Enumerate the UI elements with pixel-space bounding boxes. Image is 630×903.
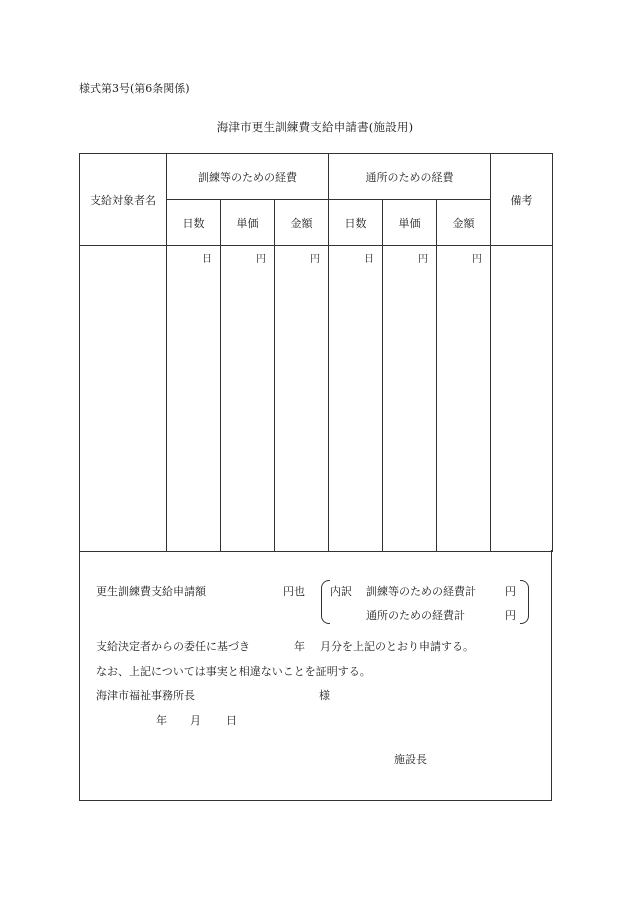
commute-unit-price-cell[interactable]	[383, 246, 437, 552]
header-training-unit-price: 単価	[221, 200, 275, 246]
statement-delegation: 支給決定者からの委任に基づき	[96, 640, 250, 653]
header-training-expenses: 訓練等のための経費	[167, 154, 329, 200]
unit-yen-label: 円	[310, 254, 321, 265]
header-commute-amount: 金額	[437, 200, 491, 246]
unit-yen-label: 円	[256, 254, 266, 265]
declaration-box	[79, 550, 552, 801]
statement-year: 年	[294, 640, 305, 653]
unit-day-label: 日	[202, 254, 212, 265]
bracket-right	[520, 580, 529, 624]
bracket-left	[321, 580, 330, 624]
statement-month: 月分を上記のとおり申請する。	[320, 640, 474, 653]
signer-label: 施設長	[394, 753, 427, 766]
header-commute-unit-price: 単価	[383, 200, 437, 246]
request-amount-yen: 円也	[283, 585, 305, 598]
remarks-cell[interactable]	[491, 246, 553, 552]
header-training-days: 日数	[167, 200, 221, 246]
header-training-amount: 金額	[275, 200, 329, 246]
breakdown-label: 内訳	[330, 585, 352, 598]
training-amount-cell[interactable]	[275, 246, 329, 552]
header-commute-expenses: 通所のための経費	[329, 154, 491, 200]
commute-amount-cell[interactable]	[437, 246, 491, 552]
recipient-name-cell[interactable]	[80, 246, 167, 552]
unit-yen-label: 円	[472, 254, 483, 265]
commute-total-label: 通所のための経費計	[366, 609, 465, 622]
commute-days-cell[interactable]	[329, 246, 383, 552]
date-year: 年	[156, 714, 167, 727]
date-day: 日	[226, 714, 237, 727]
commute-total-yen: 円	[505, 609, 516, 622]
header-commute-days: 日数	[329, 200, 383, 246]
document-title: 海津市更生訓練費支給申請書(施設用)	[216, 120, 414, 134]
request-amount-label: 更生訓練費支給申請額	[96, 585, 206, 598]
training-unit-price-cell[interactable]	[221, 246, 275, 552]
header-remarks: 備考	[491, 154, 553, 246]
header-recipient: 支給対象者名	[80, 154, 167, 246]
unit-yen-label: 円	[418, 254, 429, 265]
form-number: 様式第3号(第6条関係)	[79, 82, 190, 95]
training-total-yen: 円	[505, 585, 516, 598]
date-month: 月	[190, 714, 201, 727]
statement-certification: なお、上記については事実と相違ないことを証明する。	[96, 665, 371, 678]
training-days-cell[interactable]	[167, 246, 221, 552]
addressee: 海津市福祉事務所長	[96, 689, 195, 702]
honorific: 様	[319, 689, 330, 702]
training-total-label: 訓練等のための経費計	[366, 585, 476, 598]
expense-table	[79, 153, 553, 552]
unit-day-label: 日	[364, 254, 375, 265]
